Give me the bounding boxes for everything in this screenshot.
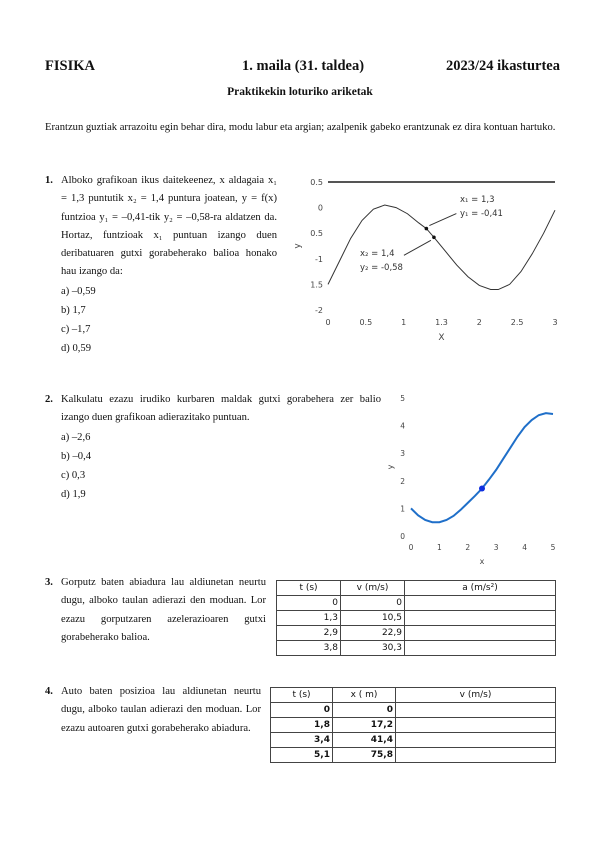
table-cell: 2,9 <box>277 626 341 641</box>
y-axis-label: y <box>293 243 303 249</box>
data-curve <box>411 413 553 522</box>
x-axis-label: X <box>438 333 445 343</box>
table-cell <box>405 641 556 656</box>
table-row <box>271 748 556 763</box>
y-tick-label: 0 <box>317 203 323 213</box>
page-title: Praktikekin loturiko ariketak <box>227 86 373 98</box>
q1-block <box>61 172 277 358</box>
q3-number: 3. <box>45 577 53 588</box>
x-tick-label: 1.3 <box>435 318 448 327</box>
q1-text: Alboko grafikoan ikus daitekeenez, x aldagaia x₁ = 1,3 puntutik x₂ = 1,4 puntura joatean, y = f(x) funtzioa y₁ = –0,41-tik y₂ = –0,58-ra aldatzen da. Hortaz, funtzioak x₁ puntuan izango duen deribatuaren gutxi gorabeherako balioa honako hau izango da: <box>61 175 277 278</box>
x-tick-label: 1 <box>401 318 407 327</box>
table-cell: 10,5 <box>341 611 405 626</box>
column-header: a (m/s²) <box>405 581 556 596</box>
x-tick-label: 1 <box>437 543 442 552</box>
table-row <box>271 703 556 718</box>
table-cell: 22,9 <box>341 626 405 641</box>
table-cell: 3,4 <box>271 733 333 748</box>
x-tick-label: 0.5 <box>359 318 373 327</box>
x-tick-label: 5 <box>550 543 556 552</box>
table-cell: 75,8 <box>333 748 396 763</box>
table-row <box>277 596 556 611</box>
q2-block <box>61 391 381 504</box>
q4-text: Auto baten posizioa lau aldiunetan neurtu dugu, alboko taulan adierazi den moduan. Lor ezazu autoaren gutxi gorabeherako abiadura. <box>61 686 261 734</box>
table-cell: 0 <box>271 703 333 718</box>
table-cell: 3,8 <box>277 641 341 656</box>
y-axis-label: y <box>386 464 395 470</box>
y-tick-label: 3 <box>400 449 405 459</box>
x-tick-label: 2 <box>476 318 482 327</box>
data-curve <box>328 205 555 289</box>
q1-number: 1. <box>45 175 53 186</box>
q1-option-d[interactable]: d) 0,59 <box>61 342 92 354</box>
table-cell <box>396 703 556 718</box>
table-row <box>271 718 556 733</box>
table-row <box>277 641 556 656</box>
y-tick-label: 0.5 <box>310 178 323 187</box>
q4-number: 4. <box>45 686 53 697</box>
intro: Erantzun guztiak arrazoitu egin behar dira, modu labur eta argian; azalpenik gabeko erantzunak ez dira kontuan hartuko. <box>45 122 556 133</box>
table-cell <box>396 748 556 763</box>
table-cell: 0 <box>277 596 341 611</box>
column-header: x ( m) <box>333 688 396 703</box>
data-point <box>425 227 429 231</box>
table-cell <box>405 596 556 611</box>
y-tick-label: 1 <box>400 504 405 514</box>
data-point <box>432 235 436 239</box>
q2-options <box>61 428 381 504</box>
table-row <box>277 611 556 626</box>
year: 2023/24 ikasturtea <box>446 58 560 74</box>
y-tick-label: 0.5 <box>310 229 323 239</box>
q2-number: 2. <box>45 394 53 405</box>
table-cell <box>405 611 556 626</box>
q2-text: Kalkulatu ezazu irudiko kurbaren maldak gutxi gorabehera zer balio izango duen grafikoan adierazitako puntuan. <box>61 394 381 424</box>
table-header-row <box>277 581 556 596</box>
x-axis-label: x <box>479 557 485 566</box>
q2-option-b[interactable]: b) –0,4 <box>61 450 92 462</box>
group: 1. maila (31. taldea) <box>242 58 365 74</box>
q3-text: Gorputz baten abiadura lau aldiunetan neurtu dugu, alboko taulan adierazi den moduan. Lor ezazu gorputzaren azelerazioaren gutxi gorabeherako balioa. <box>61 577 266 643</box>
data-point <box>479 486 485 492</box>
column-header: v (m/s) <box>396 688 556 703</box>
x-tick-label: 3 <box>552 318 558 327</box>
column-header: t (s) <box>271 688 333 703</box>
table-cell: 1,8 <box>271 718 333 733</box>
chart-q1 <box>290 170 570 350</box>
table-row <box>277 626 556 641</box>
table-cell: 0 <box>333 703 396 718</box>
y-tick-label: 0 <box>400 532 405 541</box>
q1-option-a[interactable]: a) –0,59 <box>61 285 96 297</box>
table-cell <box>396 733 556 748</box>
y-tick-label: 1.5 <box>310 280 323 290</box>
x-tick-label: 2 <box>465 543 471 552</box>
q2-option-c[interactable]: c) 0,3 <box>61 469 86 481</box>
y-tick-label: 4 <box>400 421 405 431</box>
annotation-x1: x₁ = 1,3 <box>460 195 495 205</box>
y-tick-label: 2 <box>400 476 405 486</box>
q1-options <box>61 282 277 358</box>
table-cell: 1,3 <box>277 611 341 626</box>
table-cell: 0 <box>341 596 405 611</box>
y-tick-label: 5 <box>400 394 405 403</box>
x-tick-label: 2.5 <box>510 318 524 327</box>
q1-option-b[interactable]: b) 1,7 <box>61 304 86 316</box>
annotation-x2: x₂ = 1,4 <box>360 249 395 259</box>
y-tick-label: -1 <box>315 254 323 264</box>
q2-option-a[interactable]: a) –2,6 <box>61 431 91 443</box>
annotation-arrow <box>404 240 431 255</box>
q1-option-c[interactable]: c) –1,7 <box>61 323 91 335</box>
x-tick-label: 4 <box>522 543 527 552</box>
x-tick-label: 3 <box>493 543 499 552</box>
annotation-y2: y₂ = -0,58 <box>360 263 403 273</box>
chart-q2 <box>385 390 570 570</box>
subject: FISIKA <box>45 58 95 74</box>
table-header-row <box>271 688 556 703</box>
table-cell: 41,4 <box>333 733 396 748</box>
table-cell <box>396 718 556 733</box>
y-tick-label: -2 <box>315 306 323 315</box>
table-cell: 5,1 <box>271 748 333 763</box>
annotation-y1: y₁ = -0,41 <box>460 209 503 219</box>
column-header: v (m/s) <box>341 581 405 596</box>
table-cell <box>405 626 556 641</box>
q2-option-d[interactable]: d) 1,9 <box>61 488 86 500</box>
q3-table <box>276 580 556 656</box>
table-cell: 17,2 <box>333 718 396 733</box>
table-row <box>271 733 556 748</box>
annotation-arrow <box>429 214 456 226</box>
x-tick-label: 0 <box>325 318 331 327</box>
q4-table <box>270 687 556 763</box>
column-header: t (s) <box>277 581 341 596</box>
x-tick-label: 0 <box>408 543 414 552</box>
table-cell: 30,3 <box>341 641 405 656</box>
